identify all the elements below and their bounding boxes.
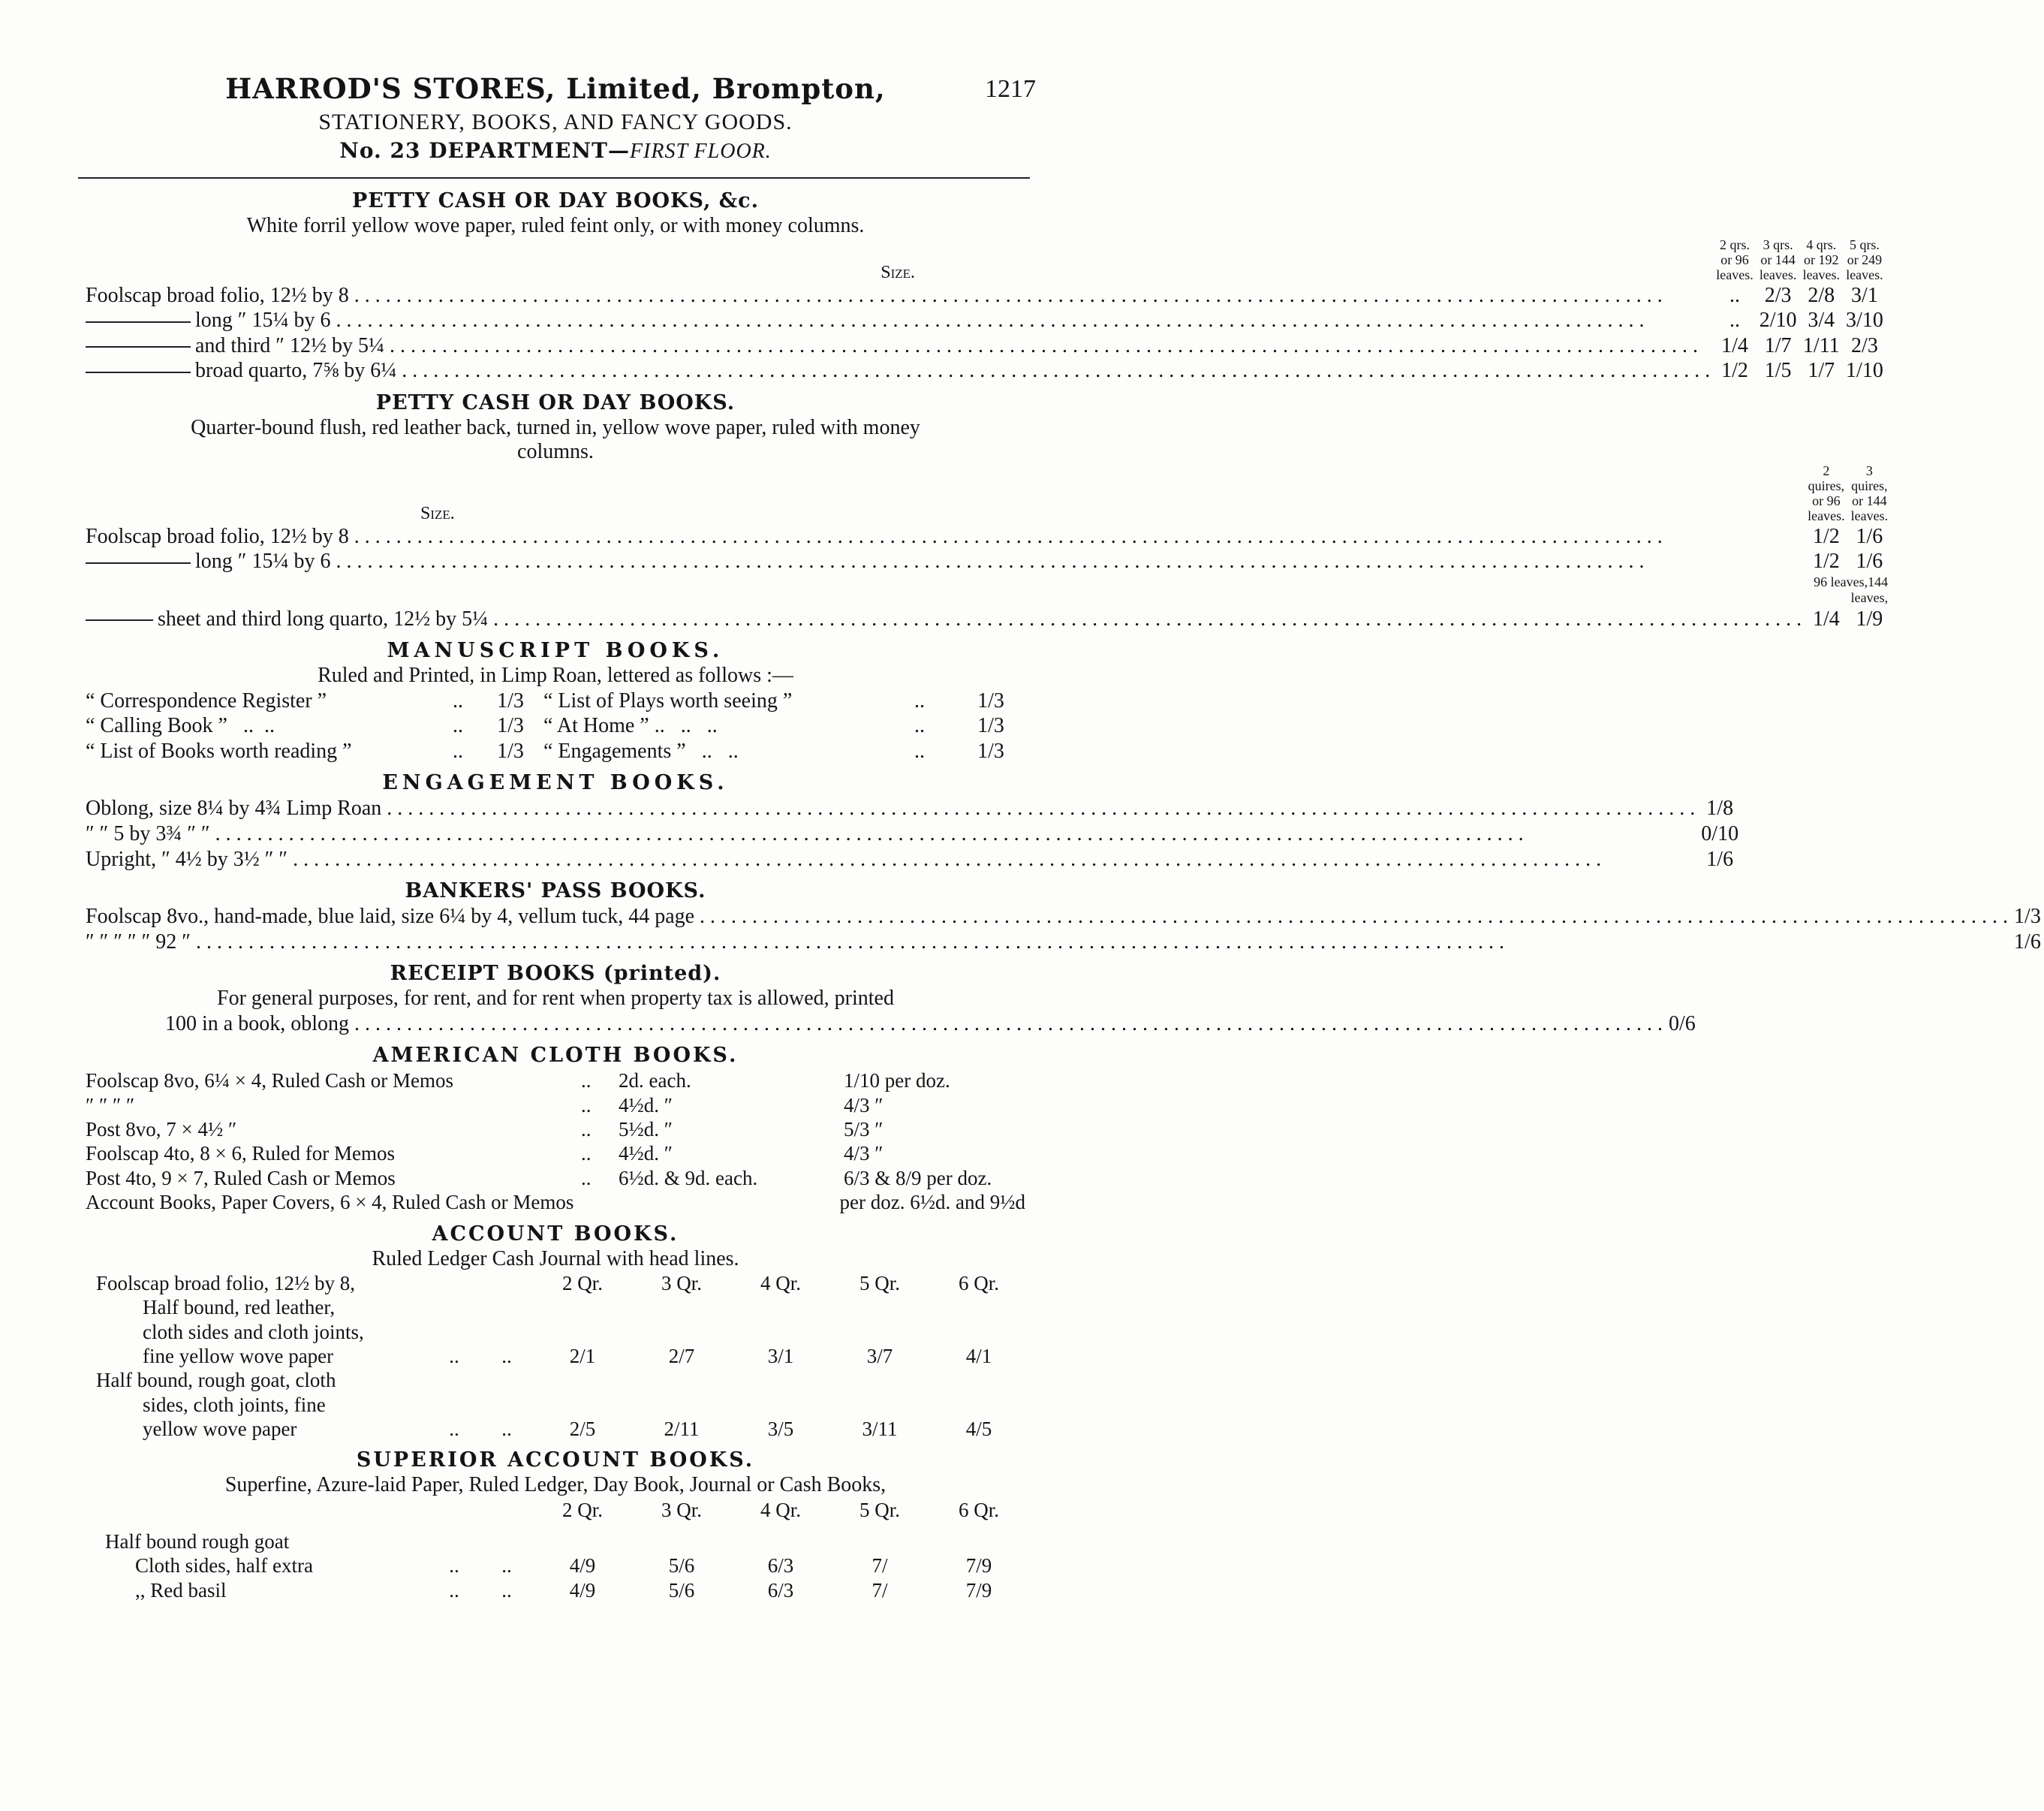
price: 3/1	[1851, 283, 1878, 307]
section-title: ENGAGEMENT BOOKS.	[382, 771, 729, 795]
price: ..	[1729, 309, 1741, 333]
col-header: 4 qrs. or 192 leaves.	[1802, 237, 1841, 282]
table-row	[83, 904, 2044, 930]
price: 1/2	[1813, 550, 1840, 574]
row-item: long ″ 15¼ by 6 . . .	[195, 309, 1644, 332]
col-header: 2 Qr.	[562, 1498, 603, 1521]
book-title-cell: “ At Home ” .. .. ..	[543, 714, 718, 738]
section-desc: Ruled and Printed, in Limp Roan, lettered as follows :—	[318, 664, 793, 688]
section-desc: Ruled Ledger Cash Journal with head lines.	[372, 1246, 739, 1270]
price: 0/10	[1701, 822, 1739, 846]
leaves-note: 96 leaves,144 leaves,	[1814, 574, 1889, 606]
row-item: Post 8vo, 7 × 4½ ″	[86, 1117, 237, 1141]
col-header: 6 Qr.	[959, 1271, 999, 1294]
row-item: long ″ 15¼ by 6 . . .	[195, 550, 1644, 573]
price: 7/	[871, 1578, 888, 1602]
ditto-dash	[86, 321, 191, 323]
row-label	[83, 308, 1713, 333]
table-row	[83, 549, 1891, 574]
table-header	[83, 1498, 1028, 1522]
price-doz: 1/10 per doz.	[844, 1069, 950, 1092]
price: 3/5	[767, 1418, 794, 1441]
price: 1/7	[1808, 359, 1835, 383]
book-title: “ List of Books worth reading ”	[86, 739, 352, 763]
section-title: BANKERS' PASS BOOKS.	[405, 879, 706, 903]
ditto-dash	[86, 346, 191, 348]
price: 1/3	[2014, 905, 2041, 929]
table-row: Post 4to, 9 × 7, Ruled Cash or Memos .. 6½d. & 9d. each. 6/3 & 8/9 per doz.	[83, 1166, 1028, 1190]
section-title: RECEIPT BOOKS (printed).	[390, 962, 721, 986]
row-prefix: Foolscap	[86, 283, 162, 307]
price: 1/3	[497, 714, 524, 738]
col-header: 3 qrs. or 144 leaves.	[1759, 237, 1797, 282]
book-title: “ List of Plays worth seeing ”	[543, 689, 793, 713]
book-title-cell: “ Engagements ” .. ..	[543, 739, 739, 763]
price: 2/5	[569, 1418, 596, 1441]
table-row: ,, Red basil .. .. 4/9 5/6 6/3 7/ 7/9	[83, 1578, 1028, 1602]
col-header: 4 Qr.	[760, 1271, 801, 1294]
price-doz: per doz. 6½d. and 9½d	[839, 1191, 1025, 1214]
row-item: broad folio, 12½ by 8 . . .	[167, 525, 1663, 548]
row-item: Account Books, Paper Covers, 6 × 4, Ruled Cash or Memos	[86, 1191, 574, 1214]
table-row: Cloth sides, half extra .. .. 4/9 5/6 6/3 7/ 7/9	[83, 1553, 1028, 1577]
price: 3/7	[866, 1344, 893, 1367]
table-row	[83, 1522, 1028, 1553]
col-header: 2 qrs. or 96 leaves.	[1716, 237, 1754, 282]
table-row: Half bound, rough goat, cloth sides, cloth joints, fine yellow wove paper .. .. 2/5 2/11 3/5 3/11 4/5	[83, 1368, 1028, 1441]
table-row: ″ ″ ″ ″ .. 4½d. ″ 4/3 ″	[83, 1093, 1028, 1117]
account-table	[83, 1271, 1028, 1442]
header-rule	[78, 177, 1030, 179]
row-label	[83, 930, 2011, 955]
price: ..	[1729, 283, 1741, 307]
page-number: 1217	[985, 75, 1036, 103]
row-label	[83, 847, 1698, 872]
price: 3/4	[1808, 309, 1835, 333]
price: 5/6	[668, 1554, 695, 1577]
table-row	[83, 796, 1741, 821]
table-row	[83, 821, 1741, 847]
table-header	[83, 464, 1891, 523]
col-header: 4 Qr.	[760, 1498, 801, 1521]
price: 3/1	[767, 1344, 794, 1367]
section-title: PETTY CASH OR DAY BOOKS.	[375, 390, 736, 414]
section-title: PETTY CASH OR DAY BOOKS, &c.	[351, 189, 760, 212]
row-label	[83, 796, 1698, 821]
row-prefix: Foolscap	[86, 524, 162, 548]
price-each: 5½d. ″	[619, 1117, 673, 1141]
table-row	[83, 358, 1886, 384]
price-doz: 4/3 ″	[844, 1142, 884, 1165]
price: 1/6	[2014, 930, 2041, 954]
book-title: “ Calling Book ”	[86, 714, 227, 738]
price: 6/3	[767, 1578, 794, 1602]
row-label	[83, 821, 1698, 847]
price: 1/2	[1813, 524, 1840, 548]
table-row	[83, 524, 1891, 550]
row-item: Upright, ″ 4½ by 3½ ″ ″ . . .	[86, 848, 1601, 871]
price: 4/9	[569, 1578, 596, 1602]
table-row: Foolscap 8vo, 6¼ × 4, Ruled Cash or Memos .. 2d. each. 1/10 per doz.	[83, 1068, 1028, 1092]
size-label: Size.	[420, 504, 455, 524]
receipt-table	[83, 1011, 1699, 1037]
floor-label: FIRST FLOOR.	[629, 140, 772, 163]
size-label: Size.	[881, 263, 916, 283]
department-line: STATIONERY, BOOKS, AND FANCY GOODS.	[318, 110, 793, 134]
row-label	[83, 1011, 1666, 1037]
petty-cash-table-2	[83, 464, 1891, 631]
col-header: 3 quires, or 144 leaves.	[1850, 463, 1889, 523]
price-each: 2d. each.	[619, 1069, 691, 1092]
price: 1/10	[1846, 359, 1883, 383]
price: 1/7	[1764, 333, 1792, 357]
table-row: Post 8vo, 7 × 4½ ″ .. 5½d. ″ 5/3 ″	[83, 1117, 1028, 1141]
col-header: 2 quires, or 96 leaves.	[1808, 463, 1845, 523]
price: 4/9	[569, 1554, 596, 1577]
section-desc: Quarter-bound flush, red leather back, turned in, yellow wove paper, ruled with money	[191, 415, 920, 439]
row-item: Foolscap 4to, 8 × 6, Ruled for Memos	[86, 1142, 395, 1165]
row-item: Post 4to, 9 × 7, Ruled Cash or Memos	[86, 1166, 396, 1189]
row-item: Cloth sides, half extra	[135, 1554, 313, 1577]
price: 2/1	[569, 1344, 596, 1367]
price: 1/3	[497, 689, 524, 713]
price: 2/7	[668, 1344, 695, 1367]
row-item: broad quarto, 7⅝ by 6¼ . . .	[195, 359, 1710, 382]
col-header: 6 Qr.	[959, 1498, 999, 1521]
row-item: Foolscap broad folio, 12½ by 8,	[96, 1271, 355, 1294]
price: 1/3	[497, 739, 524, 763]
department-label: No. 23 DEPARTMENT—	[339, 138, 630, 163]
section-title: SUPERIOR ACCOUNT BOOKS.	[356, 1448, 755, 1472]
price: 7/9	[965, 1554, 992, 1577]
row-label	[83, 358, 1713, 384]
section-title: AMERICAN CLOTH BOOKS.	[372, 1044, 739, 1068]
table-row: “ List of Books worth reading ” .. 1/3 “ Engagements ” .. .. .. 1/3	[83, 739, 1028, 764]
row-label	[83, 549, 1805, 574]
price: 1/4	[1813, 607, 1840, 631]
row-item: Half bound, red leather, cloth sides and cloth joints, fine yellow wove paper	[143, 1296, 364, 1367]
table-header	[83, 238, 1886, 282]
row-item: broad folio, 12½ by 8 . . .	[167, 284, 1663, 307]
col-header: 2 Qr.	[562, 1271, 603, 1294]
petty-cash-table	[83, 238, 1886, 384]
table-header	[83, 1271, 1028, 1295]
row-label	[83, 333, 1713, 359]
col-header: 5 qrs. or 249 leaves.	[1846, 237, 1883, 282]
price: 1/3	[977, 714, 1004, 738]
price: 1/6	[1856, 524, 1883, 548]
price: 2/3	[1851, 333, 1878, 357]
price: 2/8	[1808, 283, 1835, 307]
price: 7/	[871, 1554, 888, 1577]
price: 4/1	[965, 1344, 992, 1367]
book-title: “ At Home ”	[543, 714, 649, 738]
book-title: “ Engagements ”	[543, 739, 686, 763]
col-header: 3 Qr.	[661, 1498, 702, 1521]
price: 1/5	[1764, 359, 1792, 383]
row-item: sheet and third long quarto, 12½ by 5¼ . . .	[158, 607, 1802, 631]
page-header	[83, 72, 1036, 164]
price: 4/5	[965, 1418, 992, 1441]
price: 1/6	[1706, 847, 1734, 871]
price-each: 4½d. ″	[619, 1142, 673, 1165]
ditto-dash	[86, 619, 153, 621]
price: 5/6	[668, 1578, 695, 1602]
table-row: Foolscap 4to, 8 × 6, Ruled for Memos .. 4½d. ″ 4/3 ″	[83, 1141, 1028, 1165]
price: 2/3	[1764, 283, 1792, 307]
row-item: Half bound rough goat	[105, 1530, 290, 1553]
price: 1/2	[1721, 359, 1748, 383]
table-row: “ Correspondence Register ” .. 1/3 “ List of Plays worth seeing ” .. 1/3	[83, 689, 1028, 714]
book-title-cell: “ Calling Book ” .. ..	[86, 714, 275, 738]
row-item: ″ ″ 5 by 3¾ ″ ″ . . .	[86, 822, 1524, 845]
col-header: 5 Qr.	[859, 1498, 900, 1521]
section-desc: For general purposes, for rent, and for rent when property tax is allowed, printed	[217, 987, 894, 1011]
ditto-dash	[86, 372, 191, 373]
price: 1/8	[1706, 797, 1734, 821]
price: 3/11	[862, 1418, 898, 1441]
table-row: “ Calling Book ” .. .. .. 1/3 “ At Home ” .. .. .. .. 1/3	[83, 713, 1028, 739]
section-desc: White forril yellow wove paper, ruled feint only, or with money columns.	[246, 214, 865, 237]
american-table	[83, 1068, 1028, 1214]
table-row	[83, 308, 1886, 333]
catalogue-page	[83, 72, 2041, 1602]
price: 1/4	[1721, 333, 1748, 357]
section-desc: columns.	[517, 440, 594, 464]
row-item: ″ ″ ″ ″ ″ 92 ″ . . .	[86, 930, 1504, 954]
table-row	[83, 930, 2044, 955]
price: 1/11	[1802, 333, 1840, 357]
row-label	[83, 904, 2011, 930]
section-title: MANUSCRIPT BOOKS.	[387, 639, 724, 663]
ditto-dash	[86, 562, 191, 564]
store-name: HARROD'S STORES, Limited, Brompton,	[225, 72, 886, 105]
table-row	[83, 847, 1741, 872]
section-title: ACCOUNT BOOKS.	[432, 1222, 679, 1246]
price-each: 6½d. & 9d. each.	[619, 1166, 758, 1189]
book-title: “ Correspondence Register ”	[86, 689, 327, 713]
row-label	[83, 524, 1805, 550]
table-row	[83, 1190, 1028, 1214]
price: 6/3	[767, 1554, 794, 1577]
price: 1/6	[1856, 550, 1883, 574]
department-number	[83, 138, 1028, 164]
table-row	[83, 333, 1886, 359]
row-item: Oblong, size 8¼ by 4¾ Limp Roan . . .	[86, 797, 1695, 820]
price: 1/3	[977, 689, 1004, 713]
table-row	[83, 1011, 1699, 1037]
price: 1/3	[977, 739, 1004, 763]
price: 2/11	[664, 1418, 700, 1441]
sub-note-row	[83, 574, 1891, 607]
row-item: and third ″ 12½ by 5¼ . . .	[195, 334, 1698, 357]
table-row	[83, 607, 1891, 632]
row-item: 100 in a book, oblong . . .	[165, 1012, 1663, 1035]
price: 7/9	[965, 1578, 992, 1602]
row-item: ,, Red basil	[135, 1578, 227, 1602]
row-item: Foolscap 8vo., hand-made, blue laid, size 6¼ by 4, vellum tuck, 44 page . . .	[86, 905, 2008, 928]
price: 2/10	[1759, 309, 1797, 333]
bankers-table	[83, 904, 2044, 954]
manuscript-table	[83, 689, 1028, 764]
row-label	[83, 607, 1805, 632]
superior-table	[83, 1498, 1028, 1603]
table-row	[83, 283, 1886, 309]
price-doz: 4/3 ″	[844, 1093, 884, 1116]
table-row: Half bound, red leather, cloth sides and cloth joints, fine yellow wove paper .. .. 2/1 2/7 3/1 3/7 4/1	[83, 1295, 1028, 1368]
price-doz: 5/3 ″	[844, 1117, 884, 1141]
row-item: Foolscap 8vo, 6¼ × 4, Ruled Cash or Memos	[86, 1069, 453, 1092]
price: 0/6	[1669, 1011, 1696, 1035]
engagement-table	[83, 796, 1741, 872]
price-each: 4½d. ″	[619, 1093, 673, 1116]
col-header: 5 Qr.	[859, 1271, 900, 1294]
col-header: 3 Qr.	[661, 1271, 702, 1294]
row-item: Half bound, rough goat, cloth sides, cloth joints, fine yellow wove paper	[96, 1369, 336, 1441]
row-label	[83, 283, 1713, 309]
row-item: ″ ″ ″ ″	[86, 1093, 135, 1116]
price: 1/9	[1856, 607, 1883, 631]
section-desc: Superfine, Azure-laid Paper, Ruled Ledger, Day Book, Journal or Cash Books,	[224, 1473, 887, 1497]
price-doz: 6/3 & 8/9 per doz.	[844, 1166, 992, 1189]
price: 3/10	[1846, 309, 1883, 333]
